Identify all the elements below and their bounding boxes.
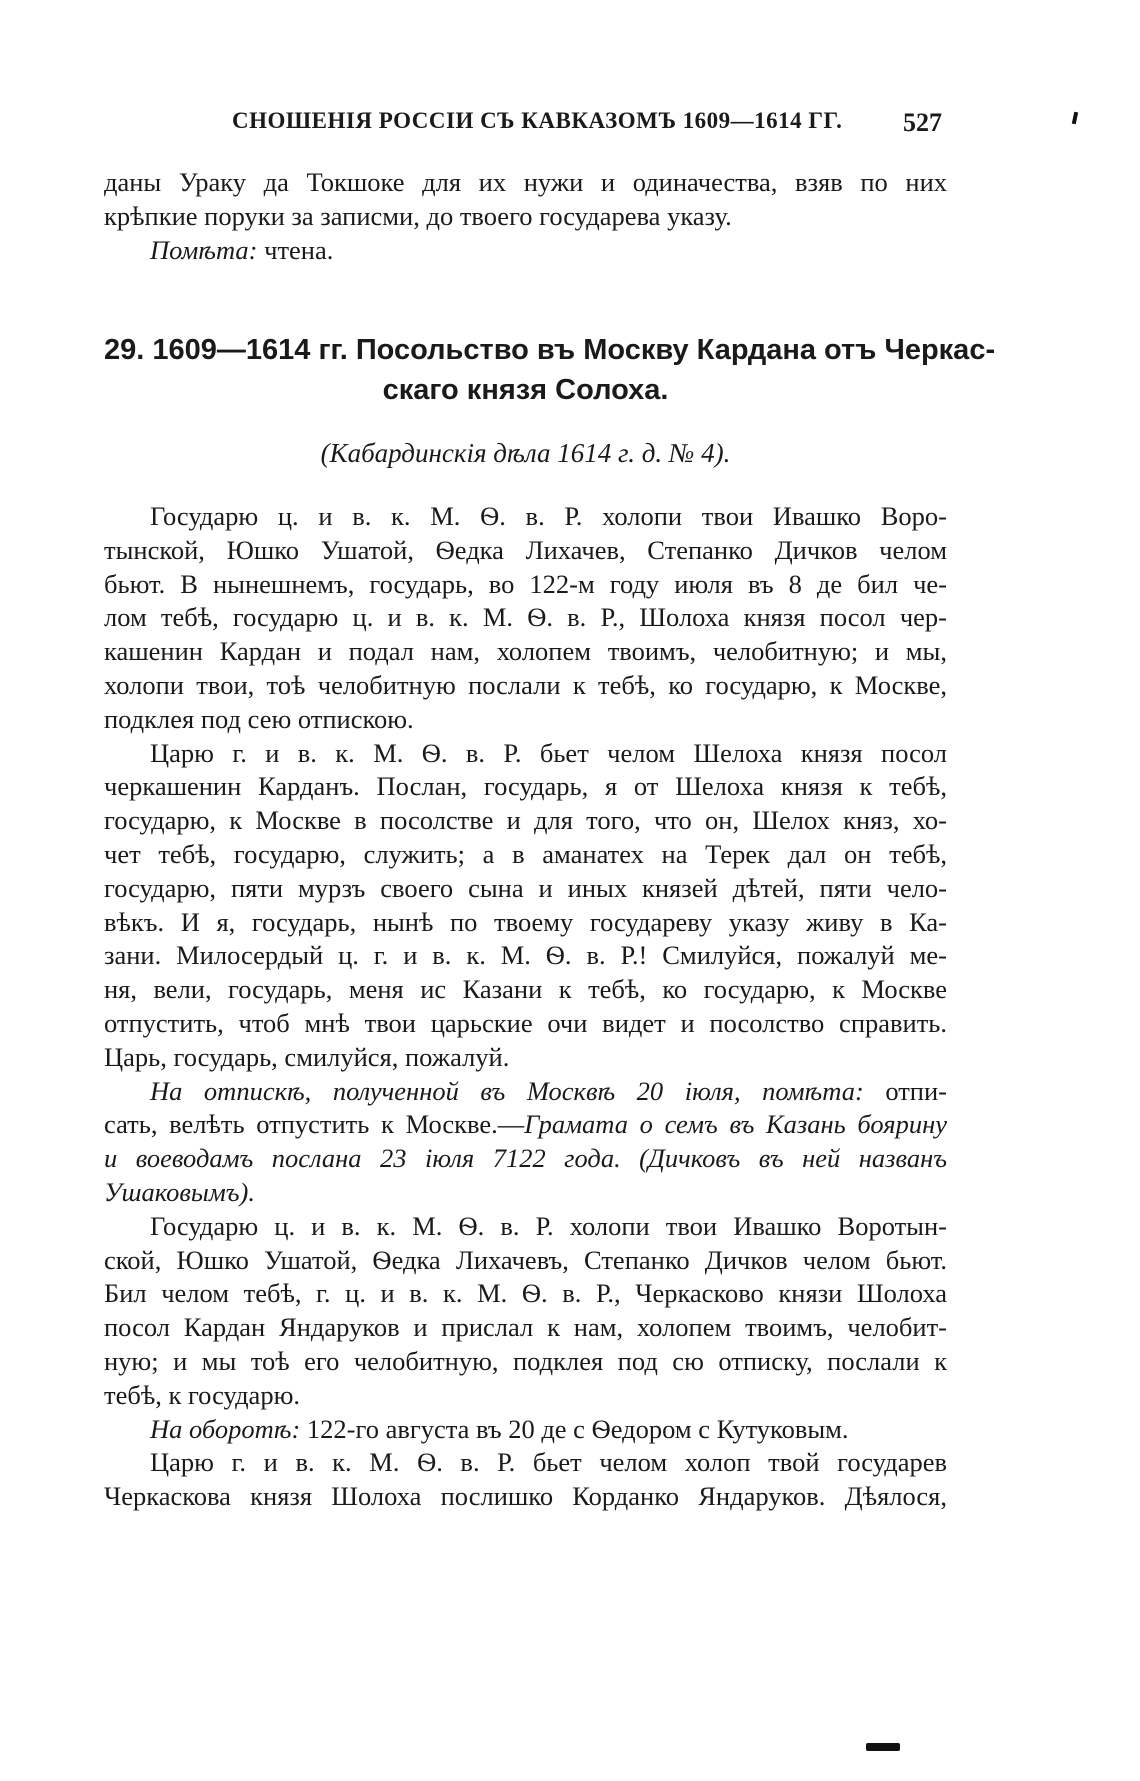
text-line: Бил челом тебѣ, г. ц. и в. к. М. Ѳ. в. Р., Черкасково князи Шолоха <box>104 1278 947 1309</box>
heading-line-2: скаго князя Солоха. <box>382 374 669 406</box>
note-label: На оборотѣ: <box>150 1413 301 1444</box>
text-line: Ушаковымъ). <box>104 1176 255 1207</box>
source-reference: (Кабардинскія дѣла 1614 г. д. № 4). <box>320 438 731 468</box>
note-text: сать, велѣть отпустить к Москве.— <box>104 1109 525 1140</box>
text-line: холопи твои, тоѣ челобитную послали к тебѣ, ко государю, к Москве, <box>104 669 947 700</box>
page-number: 527 <box>903 108 942 137</box>
text-line: Царю г. и в. к. М. Ѳ. в. Р. бьет челом Шелоха князя посол <box>150 737 947 768</box>
text-line: бьют. В нынешнемъ, государь, во 122-м году июля въ 8 де бил че- <box>104 568 947 599</box>
note-text: отпи- <box>863 1075 947 1106</box>
note-2 <box>104 1413 947 1447</box>
text-line: Царю г. и в. к. М. Ѳ. в. Р. бьет челом холоп твой государев <box>150 1447 947 1478</box>
text-line: Черкаскова князя Шолоха послишко Корданко Яндаруков. Дѣялося, <box>104 1481 947 1512</box>
paragraph-1 <box>104 500 947 737</box>
intro-text <box>104 166 947 267</box>
text-line: кашенин Кардан и подал нам, холопем твоимъ, челобитную; и мы, <box>104 636 947 667</box>
text-line: чет тебѣ, государю, служить; а в аманатех на Терек дал он тебѣ, <box>104 838 947 869</box>
text-line: посол Кардан Яндаруков и прислал к нам, холопем твоимъ, челобит- <box>104 1312 947 1343</box>
text-line: государю, пяти мурзъ своего сына и иных князей дѣтей, пяти чело- <box>104 872 947 903</box>
text-line: ную; и мы тоѣ его челобитную, подклея под сю отписку, послали к <box>104 1345 947 1376</box>
text-line: государю, к Москве в посолстве и для того, что он, Шелох княз, хо- <box>104 805 947 836</box>
note-text: 122-го августа въ 20 де с Ѳедором с Кутуковым. <box>300 1413 849 1444</box>
text-line: тебѣ, к государю. <box>104 1379 300 1410</box>
text-line: подклея под сею отпискою. <box>104 703 414 734</box>
margin-mark <box>1072 112 1078 125</box>
running-header <box>232 108 942 148</box>
ink-mark <box>866 1743 900 1751</box>
text-line: вѣкъ. И я, государь, нынѣ по твоему государеву указу живу в Ка- <box>104 906 947 937</box>
pomita-label: Помѣта: <box>150 234 258 265</box>
text-line: и воеводамъ послана 23 іюля 7122 года. (Дичковъ въ ней названъ <box>104 1143 947 1174</box>
text-line: Государю ц. и в. к. М. Ѳ. в. Р. холопи твои Ивашко Воро- <box>150 501 947 531</box>
text-line: ня, вели, государь, меня ис Казани к тебѣ, ко государю, к Москве <box>104 974 947 1005</box>
text-line: отпустить, чтоб мнѣ твои царьские очи видет и посолство справить. <box>104 1007 947 1038</box>
text-line: зани. Милосердый ц. г. и в. к. М. Ѳ. в. Р.! Смилуйся, пожалуй ме- <box>104 940 947 971</box>
text-line <box>104 1413 947 1447</box>
note-italic: Грамата о семъ въ Казань боярину <box>524 1109 947 1140</box>
text-line <box>104 1108 947 1142</box>
text-line: тынской, Юшко Ушатой, Ѳедка Лихачев, Степанко Дичков челом <box>104 534 947 565</box>
text-line: Государю ц. и в. к. М. Ѳ. в. Р. холопи твои Ивашко Воротын- <box>150 1210 947 1241</box>
text-line: Царь, государь, смилуйся, пожалуй. <box>104 1041 510 1072</box>
running-title: СНОШЕНІЯ РОССІИ СЪ КАВКАЗОМЪ 1609—1614 ГГ. <box>232 108 843 133</box>
pomita-line <box>104 234 947 268</box>
document-body <box>104 500 947 1514</box>
paragraph-2 <box>104 737 947 1075</box>
text-line: лом тебѣ, государю ц. и в. к. М. Ѳ. в. Р., Шолоха князя посол чер- <box>104 602 947 633</box>
text-line: ской, Юшко Ушатой, Ѳедка Лихачевъ, Степанко Дичков челом бьют. <box>104 1244 947 1275</box>
paragraph-4 <box>104 1446 947 1514</box>
pomita-text: чтена. <box>257 234 334 265</box>
text-line: черкашенин Карданъ. Послан, государь, я от Шелоха князя к тебѣ, <box>104 771 947 802</box>
text-line <box>104 1075 947 1109</box>
paragraph-3 <box>104 1210 947 1413</box>
note-italic: На отпискѣ, полученной въ Москвѣ 20 іюля, помѣта: <box>150 1075 864 1106</box>
section-heading <box>104 330 996 410</box>
heading-line-1: 29. 1609—1614 гг. Посольство въ Москву Кардана отъ Черкас- <box>104 334 996 366</box>
note-1 <box>104 1075 947 1210</box>
text-line: крѣпкие поруки за записми, до твоего государева указу. <box>104 200 732 231</box>
text-line: даны Ураку да Токшоке для их нужи и одиначества, взяв по них <box>104 167 947 197</box>
